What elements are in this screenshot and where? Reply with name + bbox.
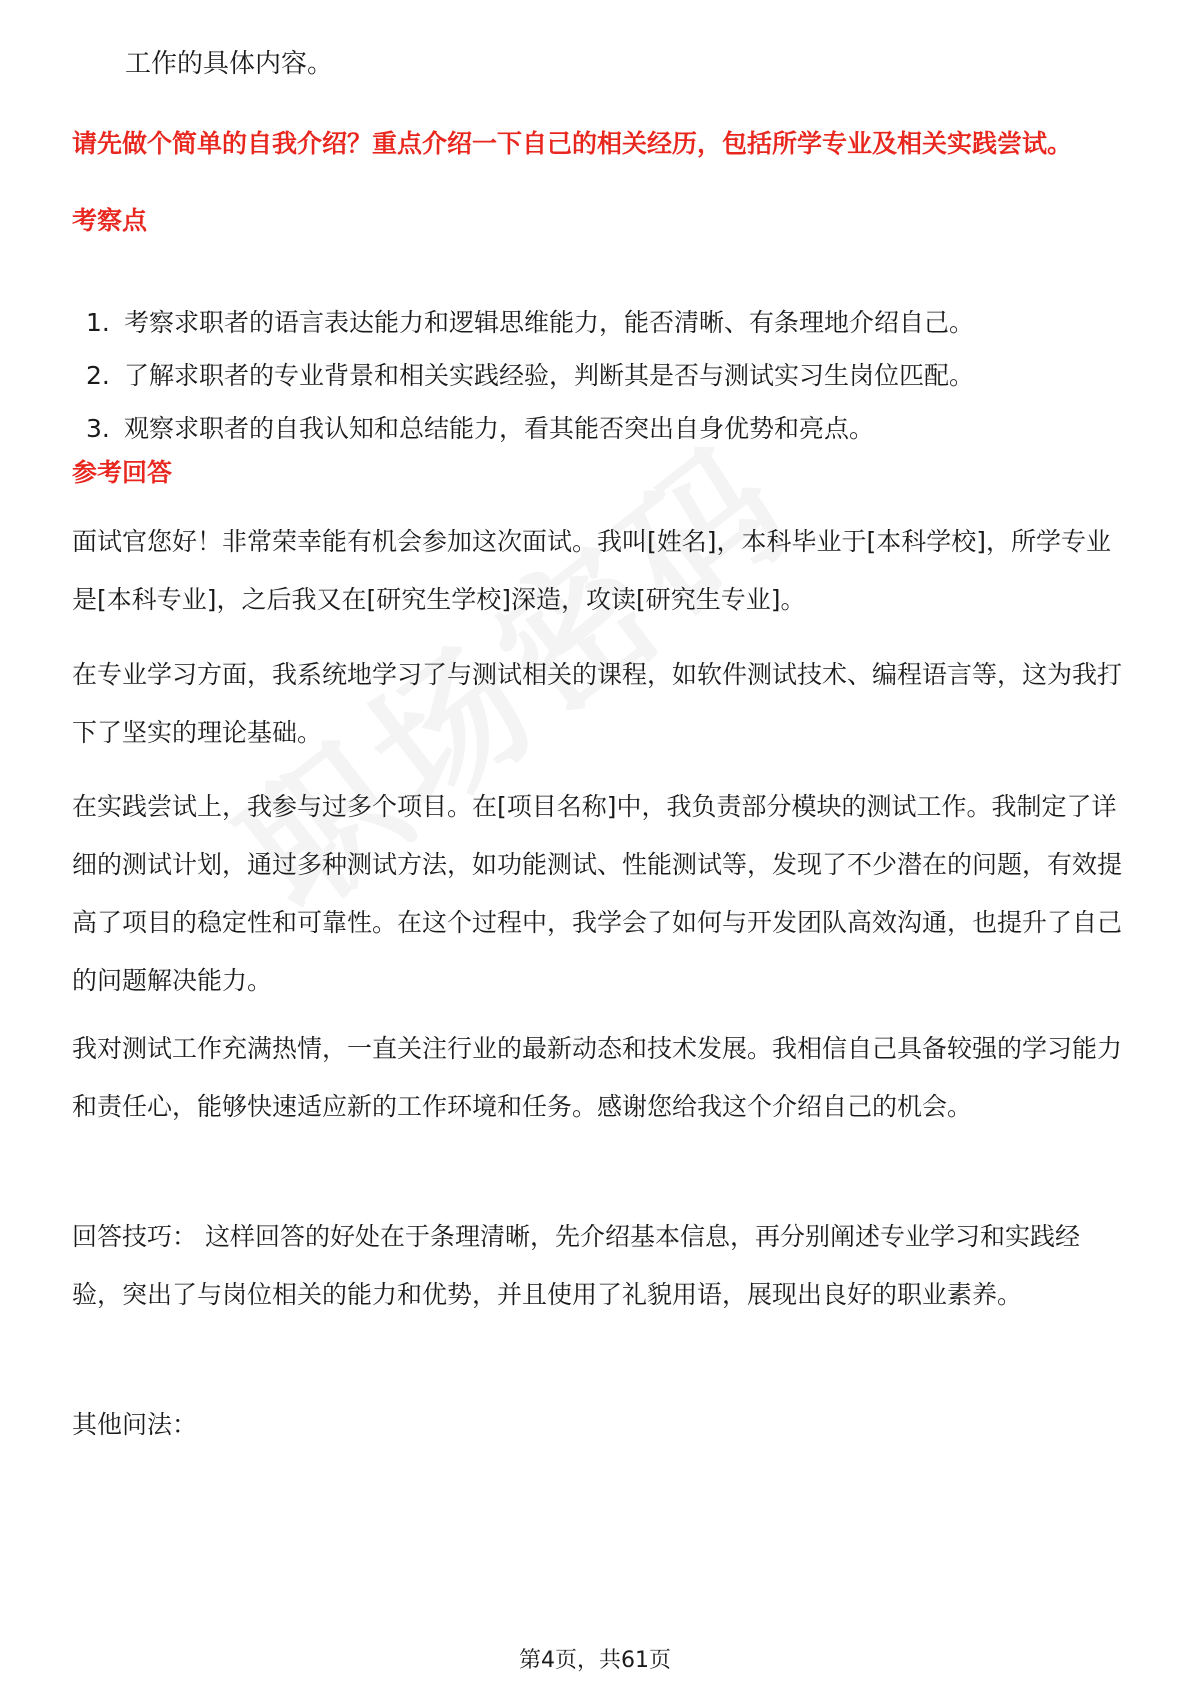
- answer-paragraph-practice: 在实践尝试上，我参与过多个项目。在[项目名称]中，我负责部分模块的测试工作。我制定了详细的测试计划，通过多种测试方法，如功能测试、性能测试等，发现了不少潜在的问题，有效提高了项目的稳定性和可靠性。在这个过程中，我学会了如何与开发团队高效沟通，也提升了自己的问题解决能力。: [72, 792, 1123, 995]
- check-points-list: [86, 296, 1126, 455]
- list-item: 2. 了解求职者的专业背景和相关实践经验，判断其是否与测试实习生岗位匹配。: [86, 361, 975, 390]
- answer-heading: 参考回答: [72, 458, 173, 487]
- page-number: 第4页，共61页: [519, 1648, 671, 1673]
- answer-paragraph-study: 在专业学习方面，我系统地学习了与测试相关的课程，如软件测试技术、编程语言等，这为我打下了坚实的理论基础。: [72, 660, 1123, 747]
- continuation-text: 工作的具体内容。: [125, 49, 334, 79]
- question-heading: 请先做个简单的自我介绍？重点介绍一下自己的相关经历，包括所学专业及相关实践尝试。: [72, 129, 1073, 158]
- answer-paragraph-passion: 我对测试工作充满热情，一直关注行业的最新动态和技术发展。我相信自己具备较强的学习能力和责任心，能够快速适应新的工作环境和任务。感谢您给我这个介绍自己的机会。: [72, 1034, 1123, 1121]
- list-item: 3. 观察求职者的自我认知和总结能力，看其能否突出自身优势和亮点。: [86, 414, 875, 443]
- other-questions-label: 其他问法：: [72, 1410, 198, 1439]
- answer-paragraph-intro: 面试官您好！非常荣幸能有机会参加这次面试。我叫[姓名]，本科毕业于[本科学校]，所学专业是[本科专业]，之后我又在[研究生学校]深造，攻读[研究生专业]。: [72, 527, 1112, 614]
- answer-tips: 回答技巧： 这样回答的好处在于条理清晰，先介绍基本信息，再分别阐述专业学习和实践经验，突出了与岗位相关的能力和优势，并且使用了礼貌用语，展现出良好的职业素养。: [72, 1222, 1080, 1309]
- check-points-heading: 考察点: [72, 206, 148, 235]
- list-item: 1. 考察求职者的语言表达能力和逻辑思维能力，能否清晰、有条理地介绍自己。: [86, 308, 975, 337]
